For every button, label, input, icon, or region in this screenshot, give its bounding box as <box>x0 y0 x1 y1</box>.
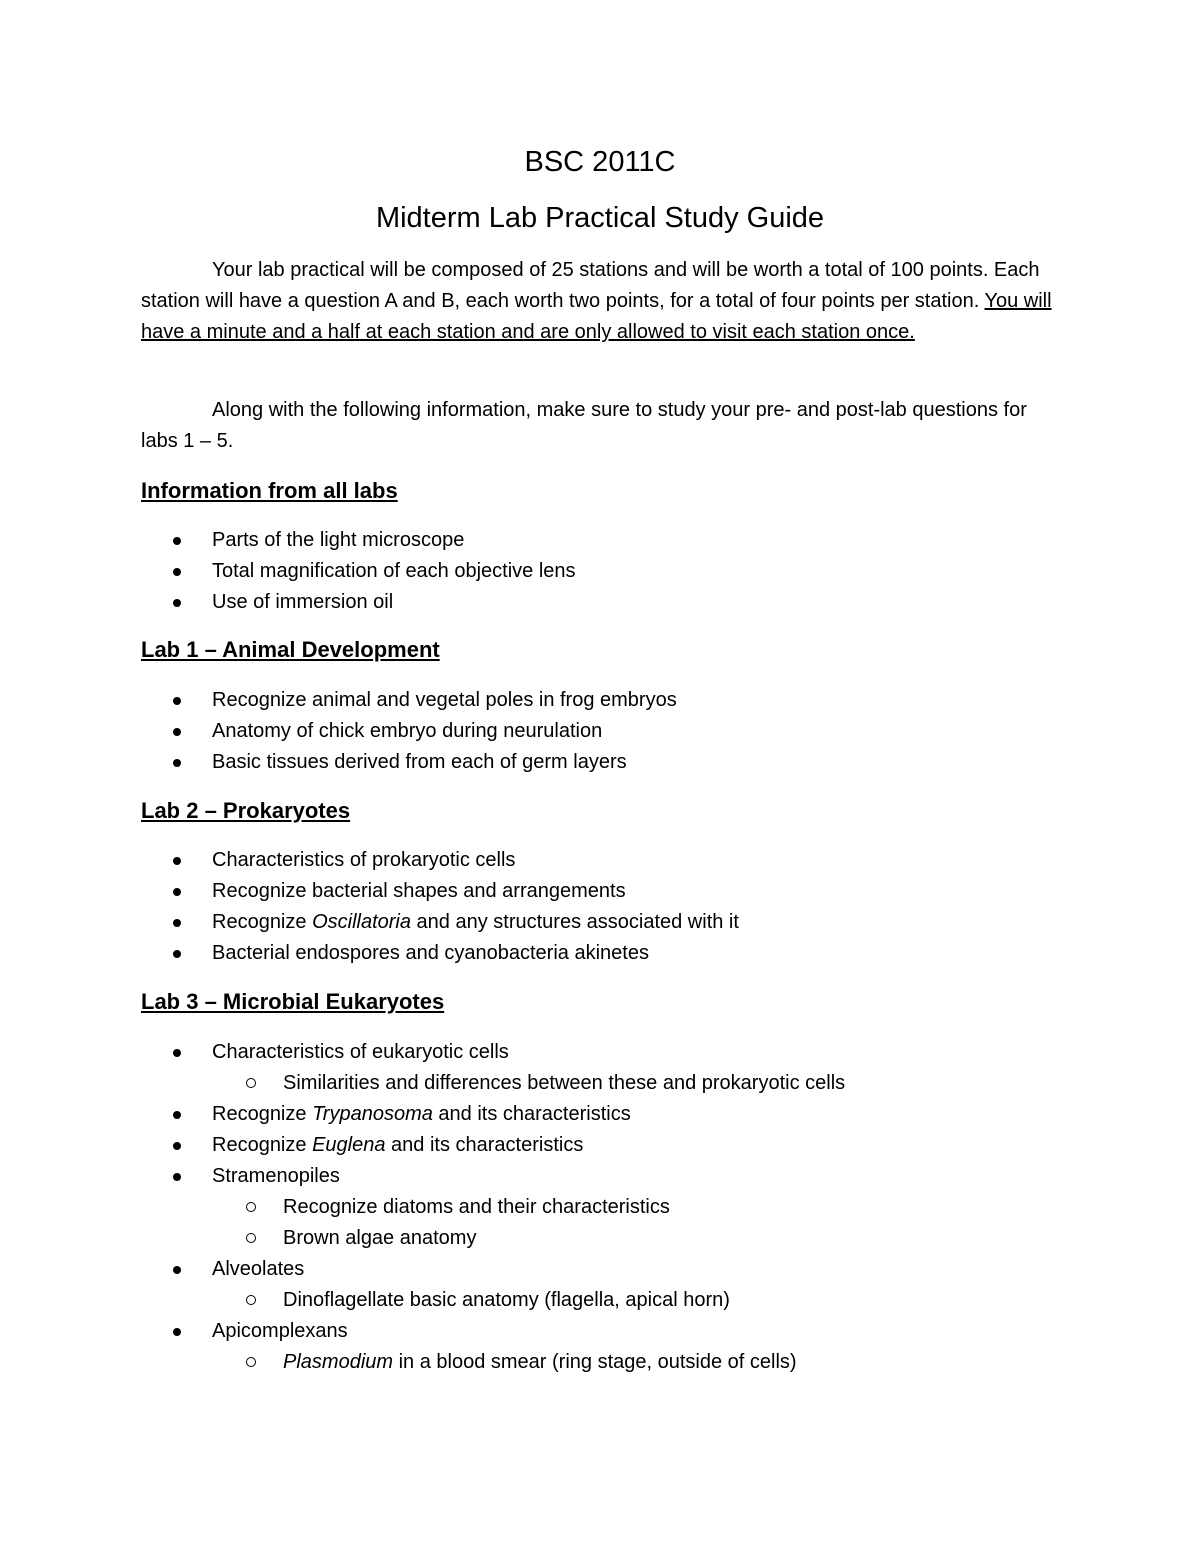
bullet-icon <box>173 919 181 927</box>
intro-text-2: Along with the following information, make sure to study your pre- and post-lab questions for labs 1 – 5. <box>141 399 1027 453</box>
list-item: Bacterial endospores and cyanobacteria akinetes <box>141 938 1041 969</box>
hollow-bullet-icon <box>246 1202 256 1212</box>
bullet-icon <box>173 568 181 576</box>
bullet-icon <box>173 1328 181 1336</box>
sub-list-item: Similarities and differences between these and prokaryotic cells <box>141 1068 1041 1099</box>
intro-underlined-text: You will have a minute and a half at each station and are only allowed to visit each station once. <box>141 290 1052 344</box>
bullet-icon <box>173 1142 181 1150</box>
section-heading-lab2: Lab 2 – Prokaryotes <box>141 798 351 823</box>
sub-list-item: Dinoflagellate basic anatomy (flagella, apical horn) <box>141 1285 1041 1316</box>
list-item: Recognize Euglena and its characteristics <box>141 1130 1041 1161</box>
bullet-icon <box>173 888 181 896</box>
list-item: Apicomplexans <box>141 1316 1041 1347</box>
list-item: Characteristics of eukaryotic cells <box>141 1037 1041 1068</box>
bullet-icon <box>173 1173 181 1181</box>
list-lab3 <box>141 1037 1041 1378</box>
bullet-icon <box>173 537 181 545</box>
intro-paragraph-1 <box>141 255 1061 349</box>
list-item: Total magnification of each objective lens <box>141 556 1041 587</box>
list-item: Recognize Trypanosoma and its characteristics <box>141 1099 1041 1130</box>
list-all-labs <box>141 525 1041 618</box>
section-heading-lab3: Lab 3 – Microbial Eukaryotes <box>141 989 445 1014</box>
list-item: Basic tissues derived from each of germ layers <box>141 747 1041 778</box>
bullet-icon <box>173 950 181 958</box>
bullet-icon <box>173 599 181 607</box>
hollow-bullet-icon <box>246 1078 256 1088</box>
intro-text: Your lab practical will be composed of 25 stations and will be worth a total of 100 points. Each station will have a question A and B, each worth two points, for a total of four points per station. <box>141 259 1040 313</box>
bullet-icon <box>173 728 181 736</box>
list-item: Use of immersion oil <box>141 587 1041 618</box>
hollow-bullet-icon <box>246 1233 256 1243</box>
list-item: Recognize Oscillatoria and any structures associated with it <box>141 907 1041 938</box>
list-item: Alveolates <box>141 1254 1041 1285</box>
hollow-bullet-icon <box>246 1295 256 1305</box>
bullet-icon <box>173 759 181 767</box>
bullet-icon <box>173 1111 181 1119</box>
list-lab1 <box>141 685 1041 778</box>
list-lab2 <box>141 845 1041 969</box>
intro-paragraph-2 <box>141 395 1061 457</box>
hollow-bullet-icon <box>246 1357 256 1367</box>
section-heading-lab1: Lab 1 – Animal Development <box>141 637 440 662</box>
bullet-icon <box>173 697 181 705</box>
list-item: Parts of the light microscope <box>141 525 1041 556</box>
sub-list-item: Recognize diatoms and their characteristics <box>141 1192 1041 1223</box>
bullet-icon <box>173 1049 181 1057</box>
section-heading-all-labs: Information from all labs <box>141 478 398 503</box>
list-item: Recognize animal and vegetal poles in frog embryos <box>141 685 1041 716</box>
list-item: Recognize bacterial shapes and arrangements <box>141 876 1041 907</box>
list-item: Stramenopiles <box>141 1161 1041 1192</box>
page-title: Midterm Lab Practical Study Guide <box>375 202 825 234</box>
bullet-icon <box>173 1266 181 1274</box>
list-item: Anatomy of chick embryo during neurulation <box>141 716 1041 747</box>
bullet-icon <box>173 857 181 865</box>
list-item: Characteristics of prokaryotic cells <box>141 845 1041 876</box>
sub-list-item: Brown algae anatomy <box>141 1223 1041 1254</box>
course-code: BSC 2011C <box>524 146 676 178</box>
sub-list-item: Plasmodium in a blood smear (ring stage, outside of cells) <box>141 1347 1041 1378</box>
